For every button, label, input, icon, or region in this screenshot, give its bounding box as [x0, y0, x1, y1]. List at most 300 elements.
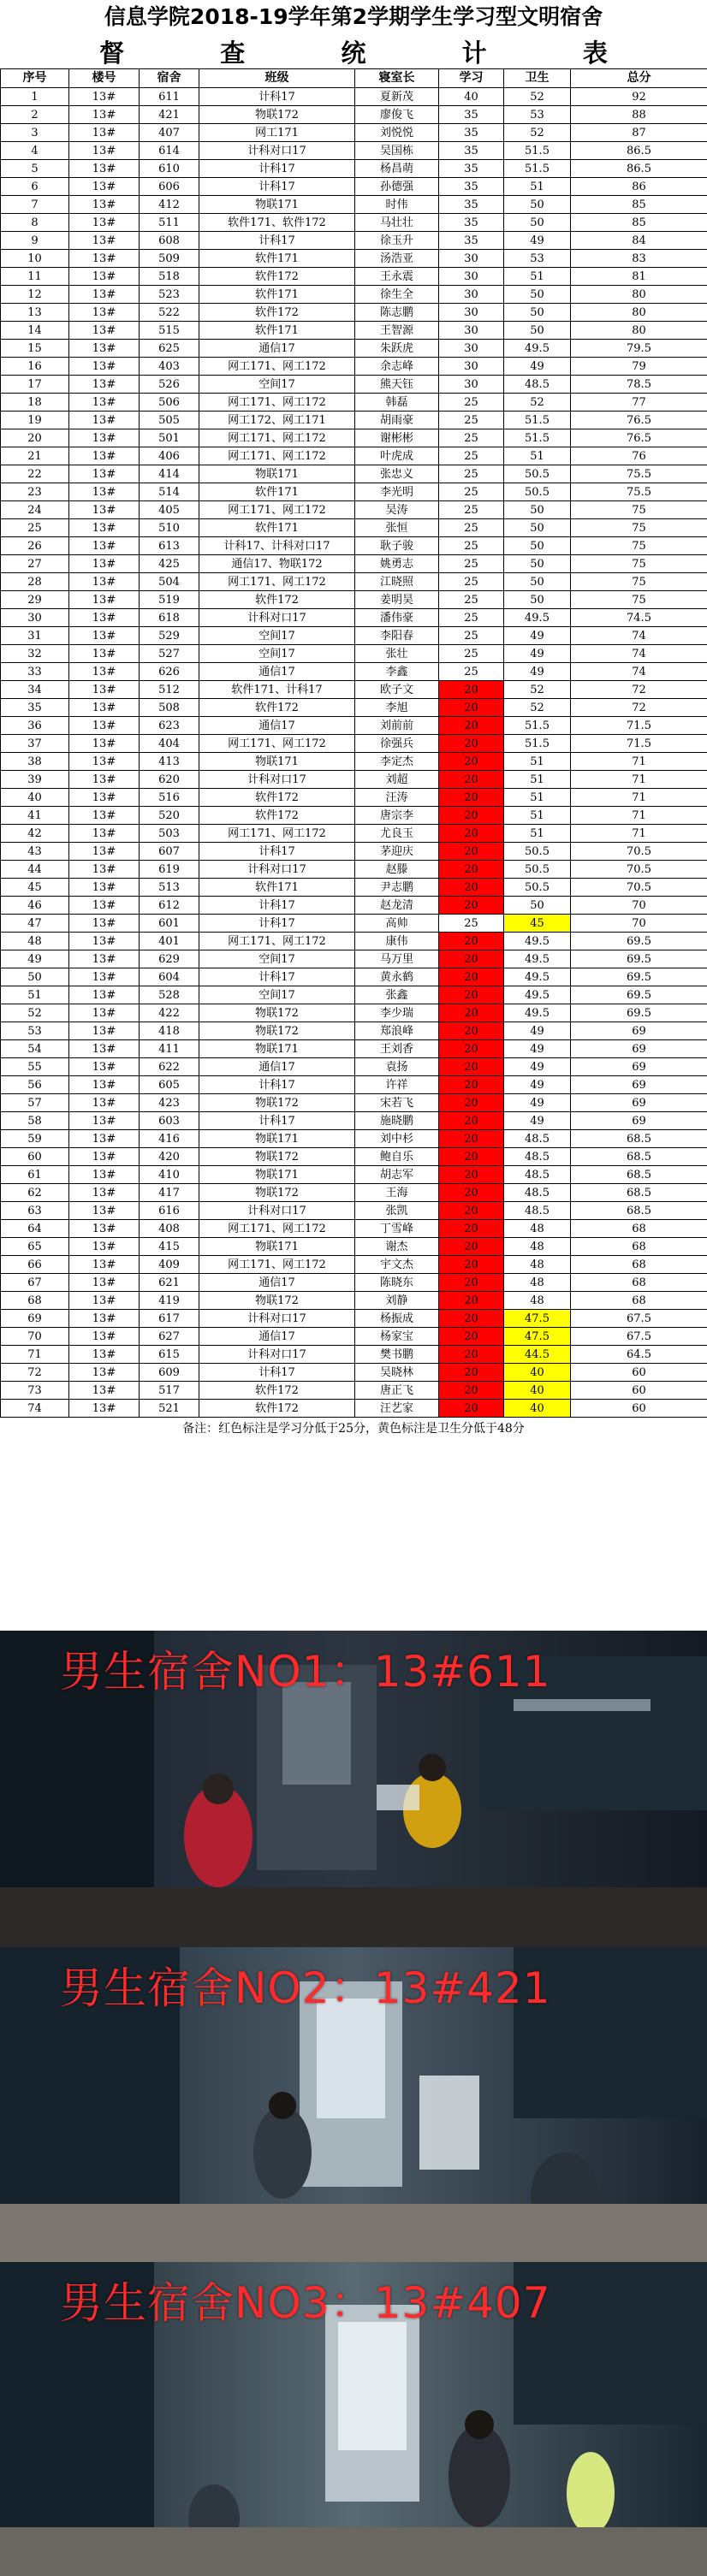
class-name: 计科17 — [199, 1076, 355, 1094]
total-score: 69.5 — [571, 950, 707, 968]
header-building: 楼号 — [69, 69, 140, 88]
table-row — [1, 1310, 707, 1328]
study-score: 20 — [439, 717, 504, 735]
hygiene-score: 50 — [504, 591, 571, 609]
total-score: 68 — [571, 1238, 707, 1256]
table-row — [1, 1094, 707, 1112]
table-row — [1, 609, 707, 627]
total-score: 86.5 — [571, 142, 707, 160]
room-leader: 徐生全 — [355, 286, 439, 304]
hygiene-score: 51.5 — [504, 412, 571, 429]
room: 508 — [140, 699, 199, 717]
building: 13# — [69, 591, 140, 609]
row-index: 65 — [1, 1238, 69, 1256]
room: 512 — [140, 681, 199, 699]
room: 615 — [140, 1346, 199, 1364]
room-leader: 刘静 — [355, 1292, 439, 1310]
building: 13# — [69, 879, 140, 897]
room: 609 — [140, 1364, 199, 1382]
row-index: 45 — [1, 879, 69, 897]
room: 510 — [140, 519, 199, 537]
room-leader: 许祥 — [355, 1076, 439, 1094]
hygiene-score: 53 — [504, 250, 571, 268]
study-score: 25 — [439, 915, 504, 933]
class-name: 物联172 — [199, 1292, 355, 1310]
table-row — [1, 1022, 707, 1040]
room-leader: 赵滕 — [355, 861, 439, 879]
total-score: 75 — [571, 555, 707, 573]
table-row — [1, 1112, 707, 1130]
total-score: 71 — [571, 825, 707, 843]
room: 519 — [140, 591, 199, 609]
room: 621 — [140, 1274, 199, 1292]
class-name: 网工171、网工172 — [199, 735, 355, 753]
room: 606 — [140, 178, 199, 196]
hygiene-score: 48 — [504, 1274, 571, 1292]
room: 527 — [140, 645, 199, 663]
hygiene-score: 52 — [504, 699, 571, 717]
hygiene-score: 51.5 — [504, 717, 571, 735]
row-index: 26 — [1, 537, 69, 555]
room-leader: 李阳春 — [355, 627, 439, 645]
class-name: 物联171 — [199, 196, 355, 214]
row-index: 12 — [1, 286, 69, 304]
class-name: 软件172 — [199, 699, 355, 717]
building: 13# — [69, 1022, 140, 1040]
total-score: 68 — [571, 1256, 707, 1274]
hygiene-score: 51.5 — [504, 429, 571, 447]
header-study: 学习 — [439, 69, 504, 88]
building: 13# — [69, 483, 140, 501]
hygiene-score: 50 — [504, 519, 571, 537]
building: 13# — [69, 1166, 140, 1184]
study-score: 20 — [439, 879, 504, 897]
total-score: 79.5 — [571, 340, 707, 358]
study-score: 35 — [439, 196, 504, 214]
table-row — [1, 861, 707, 879]
hygiene-score: 49 — [504, 232, 571, 250]
class-name: 计科对口17 — [199, 609, 355, 627]
study-score: 20 — [439, 968, 504, 986]
total-score: 60 — [571, 1364, 707, 1382]
total-score: 69 — [571, 1076, 707, 1094]
hygiene-score: 51 — [504, 268, 571, 286]
row-index: 60 — [1, 1148, 69, 1166]
class-name: 软件171 — [199, 250, 355, 268]
hygiene-score: 52 — [504, 681, 571, 699]
table-row — [1, 1346, 707, 1364]
dorm-photo-1-caption: 男生宿舍NO1：13#611 — [60, 1647, 551, 1697]
table-row — [1, 1058, 707, 1076]
study-score: 20 — [439, 897, 504, 915]
table-row — [1, 915, 707, 933]
total-score: 69 — [571, 1022, 707, 1040]
room-leader: 朱跃虎 — [355, 340, 439, 358]
room-leader: 康伟 — [355, 933, 439, 950]
room: 411 — [140, 1040, 199, 1058]
study-score: 20 — [439, 1022, 504, 1040]
room-leader: 张壮 — [355, 645, 439, 663]
table-row — [1, 1328, 707, 1346]
total-score: 67.5 — [571, 1310, 707, 1328]
room: 516 — [140, 789, 199, 807]
total-score: 72 — [571, 699, 707, 717]
study-score: 20 — [439, 1274, 504, 1292]
room: 408 — [140, 1220, 199, 1238]
building: 13# — [69, 214, 140, 232]
row-index: 44 — [1, 861, 69, 879]
building: 13# — [69, 789, 140, 807]
row-index: 54 — [1, 1040, 69, 1058]
row-index: 41 — [1, 807, 69, 825]
row-index: 24 — [1, 501, 69, 519]
hygiene-score: 48.5 — [504, 1184, 571, 1202]
room: 626 — [140, 663, 199, 681]
total-score: 68 — [571, 1292, 707, 1310]
row-index: 61 — [1, 1166, 69, 1184]
class-name: 网工171、网工172 — [199, 573, 355, 591]
study-score: 25 — [439, 627, 504, 645]
room-leader: 韩磊 — [355, 394, 439, 412]
subtitle-char: 统 — [341, 38, 366, 68]
class-name: 物联172 — [199, 1004, 355, 1022]
room: 618 — [140, 609, 199, 627]
class-name: 软件172 — [199, 789, 355, 807]
hygiene-score: 51 — [504, 789, 571, 807]
room-leader: 张恒 — [355, 519, 439, 537]
room-leader: 尤良玉 — [355, 825, 439, 843]
building: 13# — [69, 645, 140, 663]
hygiene-score: 50 — [504, 897, 571, 915]
study-score: 20 — [439, 1364, 504, 1382]
study-score: 25 — [439, 447, 504, 465]
room: 401 — [140, 933, 199, 950]
room-leader: 马壮壮 — [355, 214, 439, 232]
room: 625 — [140, 340, 199, 358]
room: 414 — [140, 465, 199, 483]
study-score: 20 — [439, 789, 504, 807]
row-index: 38 — [1, 753, 69, 771]
room: 423 — [140, 1094, 199, 1112]
building: 13# — [69, 1058, 140, 1076]
class-name: 网工171、网工172 — [199, 933, 355, 950]
table-row — [1, 897, 707, 915]
study-score: 20 — [439, 950, 504, 968]
row-index: 52 — [1, 1004, 69, 1022]
hygiene-score: 50.5 — [504, 879, 571, 897]
room-leader: 谢杰 — [355, 1238, 439, 1256]
row-index: 73 — [1, 1382, 69, 1400]
study-score: 25 — [439, 501, 504, 519]
study-score: 20 — [439, 1184, 504, 1202]
building: 13# — [69, 286, 140, 304]
room: 416 — [140, 1130, 199, 1148]
total-score: 81 — [571, 268, 707, 286]
table-row — [1, 1040, 707, 1058]
total-score: 71.5 — [571, 735, 707, 753]
table-row — [1, 340, 707, 358]
hygiene-score: 45 — [504, 915, 571, 933]
room: 420 — [140, 1148, 199, 1166]
room: 403 — [140, 358, 199, 376]
hygiene-score: 49 — [504, 645, 571, 663]
study-score: 20 — [439, 1094, 504, 1112]
class-name: 通信17、物联172 — [199, 555, 355, 573]
row-index: 64 — [1, 1220, 69, 1238]
table-row — [1, 1220, 707, 1238]
hygiene-score: 48.5 — [504, 1148, 571, 1166]
row-index: 13 — [1, 304, 69, 322]
building: 13# — [69, 753, 140, 771]
hygiene-score: 49 — [504, 1040, 571, 1058]
table-row — [1, 465, 707, 483]
hygiene-score: 40 — [504, 1400, 571, 1418]
class-name: 网工171、网工172 — [199, 1256, 355, 1274]
study-score: 25 — [439, 609, 504, 627]
building: 13# — [69, 88, 140, 106]
room-leader: 王刘香 — [355, 1040, 439, 1058]
row-index: 36 — [1, 717, 69, 735]
room-leader: 欧子文 — [355, 681, 439, 699]
room: 412 — [140, 196, 199, 214]
study-score: 35 — [439, 142, 504, 160]
room-leader: 谢彬彬 — [355, 429, 439, 447]
building: 13# — [69, 950, 140, 968]
room: 616 — [140, 1202, 199, 1220]
document-subtitle — [0, 34, 707, 68]
hygiene-score: 50 — [504, 555, 571, 573]
building: 13# — [69, 322, 140, 340]
building: 13# — [69, 1130, 140, 1148]
table-row — [1, 304, 707, 322]
total-score: 80 — [571, 304, 707, 322]
table-row — [1, 735, 707, 753]
total-score: 85 — [571, 214, 707, 232]
hygiene-score: 48.5 — [504, 1130, 571, 1148]
row-index: 48 — [1, 933, 69, 950]
class-name: 网工171、网工172 — [199, 429, 355, 447]
class-name: 网工171、网工172 — [199, 825, 355, 843]
room: 509 — [140, 250, 199, 268]
building: 13# — [69, 771, 140, 789]
room: 607 — [140, 843, 199, 861]
room: 513 — [140, 879, 199, 897]
row-index: 1 — [1, 88, 69, 106]
table-row — [1, 663, 707, 681]
study-score: 20 — [439, 1112, 504, 1130]
room-leader: 潘伟豪 — [355, 609, 439, 627]
table-row — [1, 286, 707, 304]
study-score: 30 — [439, 322, 504, 340]
room-leader: 张凯 — [355, 1202, 439, 1220]
document-title: 信息学院2018-19学年第2学期学生学习型文明宿舍 — [104, 4, 603, 29]
building: 13# — [69, 699, 140, 717]
room: 505 — [140, 412, 199, 429]
hygiene-score: 40 — [504, 1364, 571, 1382]
building: 13# — [69, 807, 140, 825]
hygiene-score: 51 — [504, 807, 571, 825]
room-leader: 叶虎成 — [355, 447, 439, 465]
class-name: 物联172 — [199, 1148, 355, 1166]
room-leader: 宋若飞 — [355, 1094, 439, 1112]
room-leader: 刘中杉 — [355, 1130, 439, 1148]
hygiene-score: 49.5 — [504, 986, 571, 1004]
hygiene-score: 49.5 — [504, 340, 571, 358]
room-leader: 丁雪峰 — [355, 1220, 439, 1238]
study-score: 25 — [439, 537, 504, 555]
study-score: 20 — [439, 825, 504, 843]
row-index: 29 — [1, 591, 69, 609]
total-score: 76 — [571, 447, 707, 465]
class-name: 软件172 — [199, 304, 355, 322]
table-row — [1, 250, 707, 268]
hygiene-score: 48.5 — [504, 1166, 571, 1184]
table-row — [1, 322, 707, 340]
hygiene-score: 52 — [504, 394, 571, 412]
room-leader: 杨振成 — [355, 1310, 439, 1328]
dorm-photo-2 — [0, 1947, 707, 2262]
room: 601 — [140, 915, 199, 933]
header-hygiene: 卫生 — [504, 69, 571, 88]
study-score: 20 — [439, 699, 504, 717]
hygiene-score: 49.5 — [504, 950, 571, 968]
total-score: 68.5 — [571, 1184, 707, 1202]
row-index: 30 — [1, 609, 69, 627]
building: 13# — [69, 106, 140, 124]
building: 13# — [69, 897, 140, 915]
room: 620 — [140, 771, 199, 789]
hygiene-score: 50.5 — [504, 861, 571, 879]
room: 421 — [140, 106, 199, 124]
study-score: 20 — [439, 1130, 504, 1148]
total-score: 70.5 — [571, 843, 707, 861]
row-index: 46 — [1, 897, 69, 915]
total-score: 70.5 — [571, 861, 707, 879]
table-row — [1, 88, 707, 106]
header-index: 序号 — [1, 69, 69, 88]
room: 418 — [140, 1022, 199, 1040]
total-score: 86 — [571, 178, 707, 196]
class-name: 通信17 — [199, 717, 355, 735]
row-index: 47 — [1, 915, 69, 933]
dormitory-score-table — [0, 68, 707, 1418]
building: 13# — [69, 394, 140, 412]
subtitle-char: 表 — [582, 38, 608, 68]
room: 422 — [140, 1004, 199, 1022]
class-name: 物联171 — [199, 465, 355, 483]
table-row — [1, 106, 707, 124]
study-score: 35 — [439, 214, 504, 232]
hygiene-score: 49.5 — [504, 609, 571, 627]
building: 13# — [69, 376, 140, 394]
table-row — [1, 447, 707, 465]
table-row — [1, 1004, 707, 1022]
header-room: 宿舍 — [140, 69, 199, 88]
row-index: 15 — [1, 340, 69, 358]
class-name: 软件172 — [199, 1400, 355, 1418]
room-leader: 熊天钰 — [355, 376, 439, 394]
hygiene-score: 49 — [504, 1076, 571, 1094]
room: 529 — [140, 627, 199, 645]
study-score: 20 — [439, 1292, 504, 1310]
table-row — [1, 555, 707, 573]
row-index: 37 — [1, 735, 69, 753]
table-row — [1, 825, 707, 843]
study-score: 20 — [439, 1238, 504, 1256]
class-name: 计科17 — [199, 232, 355, 250]
building: 13# — [69, 1094, 140, 1112]
class-name: 通信17 — [199, 1328, 355, 1346]
row-index: 8 — [1, 214, 69, 232]
room-leader: 吴晓林 — [355, 1364, 439, 1382]
class-name: 物联172 — [199, 1184, 355, 1202]
building: 13# — [69, 717, 140, 735]
building: 13# — [69, 573, 140, 591]
total-score: 68 — [571, 1220, 707, 1238]
table-row — [1, 358, 707, 376]
class-name: 计科17 — [199, 160, 355, 178]
building: 13# — [69, 933, 140, 950]
building: 13# — [69, 196, 140, 214]
building: 13# — [69, 501, 140, 519]
study-score: 40 — [439, 88, 504, 106]
room: 623 — [140, 717, 199, 735]
study-score: 20 — [439, 1148, 504, 1166]
dorm-photo-1 — [0, 1631, 707, 1947]
row-index: 17 — [1, 376, 69, 394]
subtitle-char: 查 — [220, 38, 246, 68]
room-leader: 李少瑞 — [355, 1004, 439, 1022]
building: 13# — [69, 250, 140, 268]
room: 608 — [140, 232, 199, 250]
building: 13# — [69, 447, 140, 465]
total-score: 69.5 — [571, 933, 707, 950]
class-name: 物联172 — [199, 106, 355, 124]
hygiene-score: 49 — [504, 1058, 571, 1076]
total-score: 69 — [571, 1094, 707, 1112]
total-score: 74 — [571, 645, 707, 663]
table-row — [1, 1076, 707, 1094]
class-name: 物联171 — [199, 1166, 355, 1184]
class-name: 软件171 — [199, 286, 355, 304]
study-score: 25 — [439, 394, 504, 412]
hygiene-score: 48 — [504, 1220, 571, 1238]
room: 425 — [140, 555, 199, 573]
table-row — [1, 232, 707, 250]
room-leader: 李定杰 — [355, 753, 439, 771]
row-index: 67 — [1, 1274, 69, 1292]
hygiene-score: 49 — [504, 1022, 571, 1040]
room-leader: 姚勇志 — [355, 555, 439, 573]
room-leader: 樊书鹏 — [355, 1346, 439, 1364]
room-leader: 徐强兵 — [355, 735, 439, 753]
hygiene-score: 50 — [504, 286, 571, 304]
hygiene-score: 52 — [504, 88, 571, 106]
hygiene-score: 48 — [504, 1256, 571, 1274]
total-score: 69.5 — [571, 1004, 707, 1022]
class-name: 网工171、网工172 — [199, 1220, 355, 1238]
row-index: 40 — [1, 789, 69, 807]
room: 627 — [140, 1328, 199, 1346]
room: 405 — [140, 501, 199, 519]
room-leader: 张忠义 — [355, 465, 439, 483]
total-score: 64.5 — [571, 1346, 707, 1364]
class-name: 软件172 — [199, 268, 355, 286]
study-score: 30 — [439, 376, 504, 394]
class-name: 空间17 — [199, 627, 355, 645]
class-name: 空间17 — [199, 645, 355, 663]
room-leader: 袁扬 — [355, 1058, 439, 1076]
